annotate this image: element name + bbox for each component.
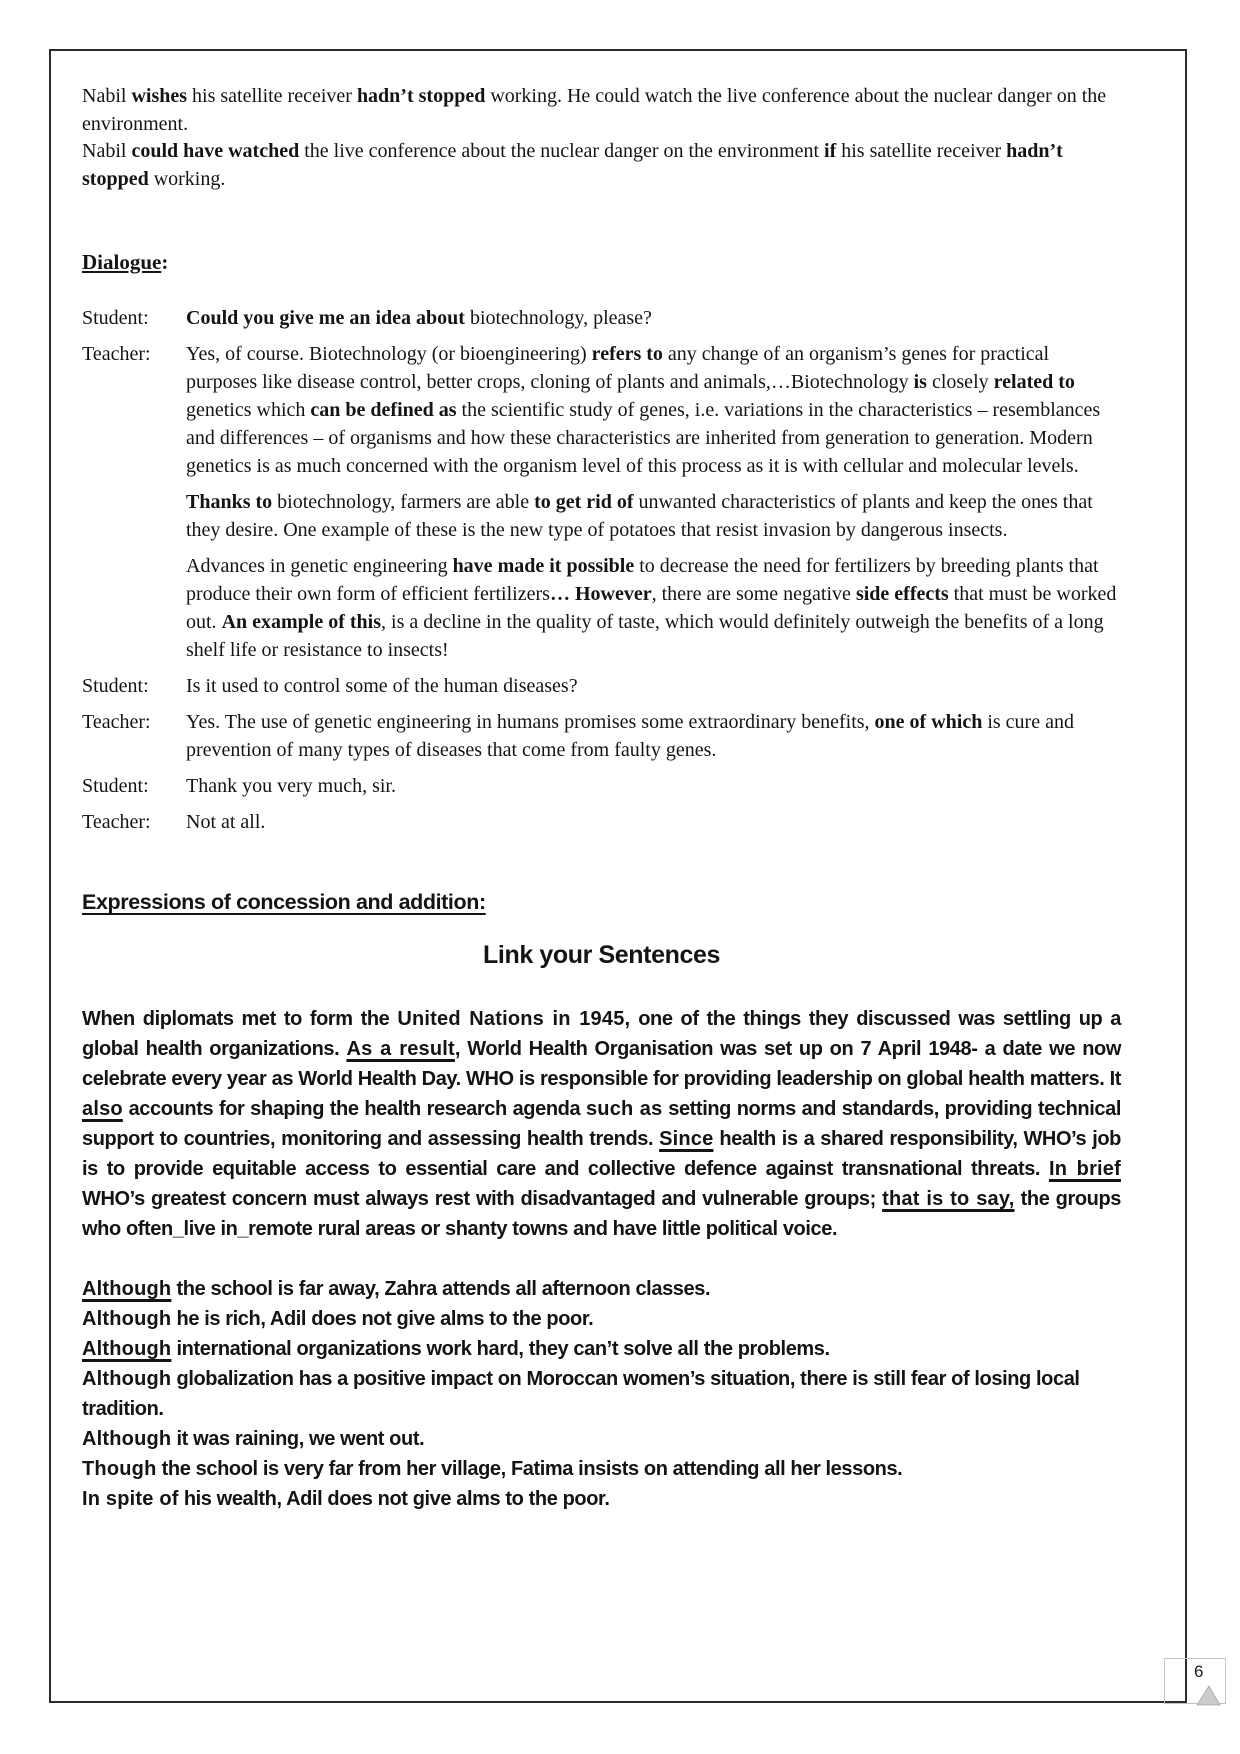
dialogue-text <box>186 711 1074 761</box>
example-sentence <box>82 1454 1121 1484</box>
text-segment: to get rid of <box>534 491 634 513</box>
dialogue-text <box>186 343 1100 477</box>
speaker-label: Teacher: <box>82 711 151 733</box>
text-segment: Advances in genetic engineering <box>186 555 453 577</box>
text-segment: Is it used to control some of the human diseases? <box>186 675 578 697</box>
dialogue-heading-text: Dialogue <box>82 250 162 274</box>
intro-section <box>82 83 1121 193</box>
text-segment: his satellite receiver <box>187 85 357 107</box>
text-segment: biotechnology, please? <box>464 307 652 329</box>
example-sentence <box>82 1424 1121 1454</box>
dialogue-turn <box>82 552 1121 664</box>
text-segment: Thanks to <box>186 491 273 513</box>
dialogue-turn <box>82 708 1121 764</box>
dialogue-turn <box>82 672 1121 700</box>
dialogue-text <box>186 775 396 797</box>
text-segment: setting norms and standards, providing technical support to countries, monitoring and assessing health trends. <box>82 1098 1122 1150</box>
text-segment: the school is very far from her village, Fatima insists on attending all her lessons. <box>156 1458 903 1480</box>
text-segment: related to <box>993 371 1075 393</box>
text-segment: such as <box>585 1098 663 1120</box>
text-segment: Yes. The use of genetic engineering in humans promises some extraordinary benefits, <box>186 711 875 733</box>
text-segment: hadn’t stopped <box>82 140 1063 190</box>
text-segment: Thank you very much, sir. <box>186 775 396 797</box>
dialogue-turn <box>82 772 1121 800</box>
example-sentence <box>82 1334 1121 1364</box>
text-segment: it was raining, we went out. <box>171 1428 425 1450</box>
speaker-label: Teacher: <box>82 343 151 365</box>
text-segment: hadn’t stopped <box>356 85 486 107</box>
text-segment: Not at all. <box>186 811 266 833</box>
text-segment: An example of this <box>221 611 382 633</box>
page-number-box <box>1164 1658 1226 1704</box>
speaker-label: Student: <box>82 675 149 697</box>
text-segment: wishes <box>131 85 188 107</box>
text-segment: he is rich, Adil does not give alms to the poor. <box>171 1308 594 1330</box>
text-segment: refers to <box>591 343 663 365</box>
intro-paragraph <box>82 83 1121 138</box>
text-segment: Since <box>659 1128 714 1150</box>
text-segment: his wealth, Adil does not give alms to the poor. <box>178 1488 610 1510</box>
text-segment: Nabil <box>82 140 132 162</box>
dialogue-text <box>186 491 1093 541</box>
text-segment: Although <box>82 1338 172 1360</box>
text-segment: that is to say, <box>882 1188 1015 1210</box>
speaker-label: Student: <box>82 775 149 797</box>
text-segment: working. He could watch the live conference about the nuclear danger on the environment. <box>82 85 1107 135</box>
text-segment: Although <box>82 1308 172 1330</box>
text-segment: the live conference about the nuclear danger on the environment <box>299 140 825 162</box>
dialogue-turn <box>82 304 1121 332</box>
text-segment: Although <box>82 1278 172 1300</box>
text-segment: , World Health Organisation was set up on 7 April 1948- a date we now celebrate every year as World Health Day. WHO is responsible for providing leadership on global health matters. It <box>82 1038 1122 1090</box>
text-segment: the school is far away, Zahra attends all afternoon classes. <box>171 1278 711 1300</box>
text-segment: , is a decline in the quality of taste, which would definitely outweigh the benefits of a long shelf life or resistance to insects! <box>186 611 1104 661</box>
text-segment: biotechnology, farmers are able <box>272 491 535 513</box>
dialogue-turn <box>82 340 1121 480</box>
text-segment: one of the things they discussed was settling up a global health organizations. <box>82 1008 1121 1060</box>
text-segment: the groups who often_live in_remote rural areas or shanty towns and have little political voice. <box>82 1188 1122 1240</box>
dialogue-heading-colon: : <box>161 250 169 274</box>
text-segment: United Nations in 1945, <box>397 1008 631 1030</box>
text-segment: When diplomats met to form the <box>82 1008 398 1030</box>
text-segment: the scientific study of genes, i.e. variations in the characteristics – resemblances and differences – of organisms and how these characteristics are inherited from generation to generation. Modern genetics is as much concerned with the organism level of this process as it is with cellular and molecular levels. <box>186 399 1101 477</box>
example-sentence <box>82 1364 1121 1424</box>
text-segment: one of which <box>874 711 983 733</box>
example-sentence <box>82 1484 1121 1514</box>
text-segment: Although <box>82 1428 172 1450</box>
text-segment: side effects <box>855 583 949 605</box>
section-subheading: Link your Sentences <box>483 941 720 969</box>
text-segment: working. <box>148 167 226 190</box>
document-border <box>49 49 1187 1703</box>
example-sentence <box>82 1274 1121 1304</box>
section-heading: Expressions of concession and addition: <box>82 890 486 914</box>
text-segment: Nabil <box>82 85 132 107</box>
speaker-label: Student: <box>82 307 149 329</box>
example-sentence <box>82 1304 1121 1334</box>
who-paragraph <box>82 1004 1121 1244</box>
examples-section <box>82 1274 1121 1514</box>
text-segment: unwanted characteristics of plants and keep the ones that they desire. One example of these is the new type of potatoes that resist invasion by dangerous insects. <box>186 491 1093 541</box>
text-segment: his satellite receiver <box>836 140 1007 162</box>
text-segment: can be defined as <box>310 399 457 421</box>
text-segment: genetics which <box>186 399 311 421</box>
dialogue-section <box>82 304 1121 836</box>
dialogue-turn <box>82 808 1121 836</box>
speaker-label: Teacher: <box>82 811 151 833</box>
text-segment: is cure and prevention of many types of diseases that come from faulty genes. <box>186 711 1074 761</box>
text-segment: international organizations work hard, they can’t solve all the problems. <box>171 1338 830 1360</box>
text-segment: also <box>82 1098 123 1120</box>
text-segment: accounts for shaping the health research agenda <box>122 1098 586 1120</box>
text-segment: any change of an organism’s genes for practical purposes like disease control, better crops, cloning of plants and animals,…Biotechnology <box>186 343 1050 393</box>
text-segment: could have watched <box>131 140 300 162</box>
text-segment: that must be worked out. <box>186 583 1117 633</box>
text-segment: Could you give me an idea about <box>186 307 465 329</box>
dialogue-text <box>186 811 265 833</box>
text-segment: Though <box>82 1458 157 1480</box>
dialogue-text <box>186 307 652 329</box>
text-segment: In spite of <box>82 1488 179 1510</box>
text-segment: closely <box>926 371 994 393</box>
text-segment: In brief <box>1048 1158 1121 1180</box>
text-segment: if <box>824 140 837 162</box>
page-fold-icon <box>1196 1686 1222 1706</box>
text-segment: globalization has a positive impact on Moroccan women’s situation, there is still fear of losing local tradition. <box>82 1368 1080 1420</box>
text-segment: , there are some negative <box>651 583 856 605</box>
text-segment: As a result <box>346 1038 455 1060</box>
dialogue-turn <box>82 488 1121 544</box>
dialogue-text <box>186 555 1116 661</box>
text-segment: to decrease the need for fertilizers by breeding plants that produce their own form of efficient fertilizers <box>186 555 1099 605</box>
text-segment: Although <box>82 1368 172 1390</box>
text-segment: Yes, of course. Biotechnology (or bioengineering) <box>186 343 592 365</box>
text-segment: WHO’s greatest concern must always rest with disadvantaged and vulnerable groups; <box>82 1188 883 1210</box>
page-number: 6 <box>1194 1662 1204 1681</box>
dialogue-heading <box>82 250 1121 275</box>
text-segment: have made it possible <box>452 555 635 577</box>
intro-paragraph <box>82 138 1121 193</box>
text-segment: … However <box>549 583 652 605</box>
dialogue-text <box>186 675 578 697</box>
text-segment: health is a shared responsibility, WHO’s job is to provide equitable access to essential care and collective defence against transnational threats. <box>82 1128 1121 1180</box>
text-segment: is <box>913 371 927 393</box>
